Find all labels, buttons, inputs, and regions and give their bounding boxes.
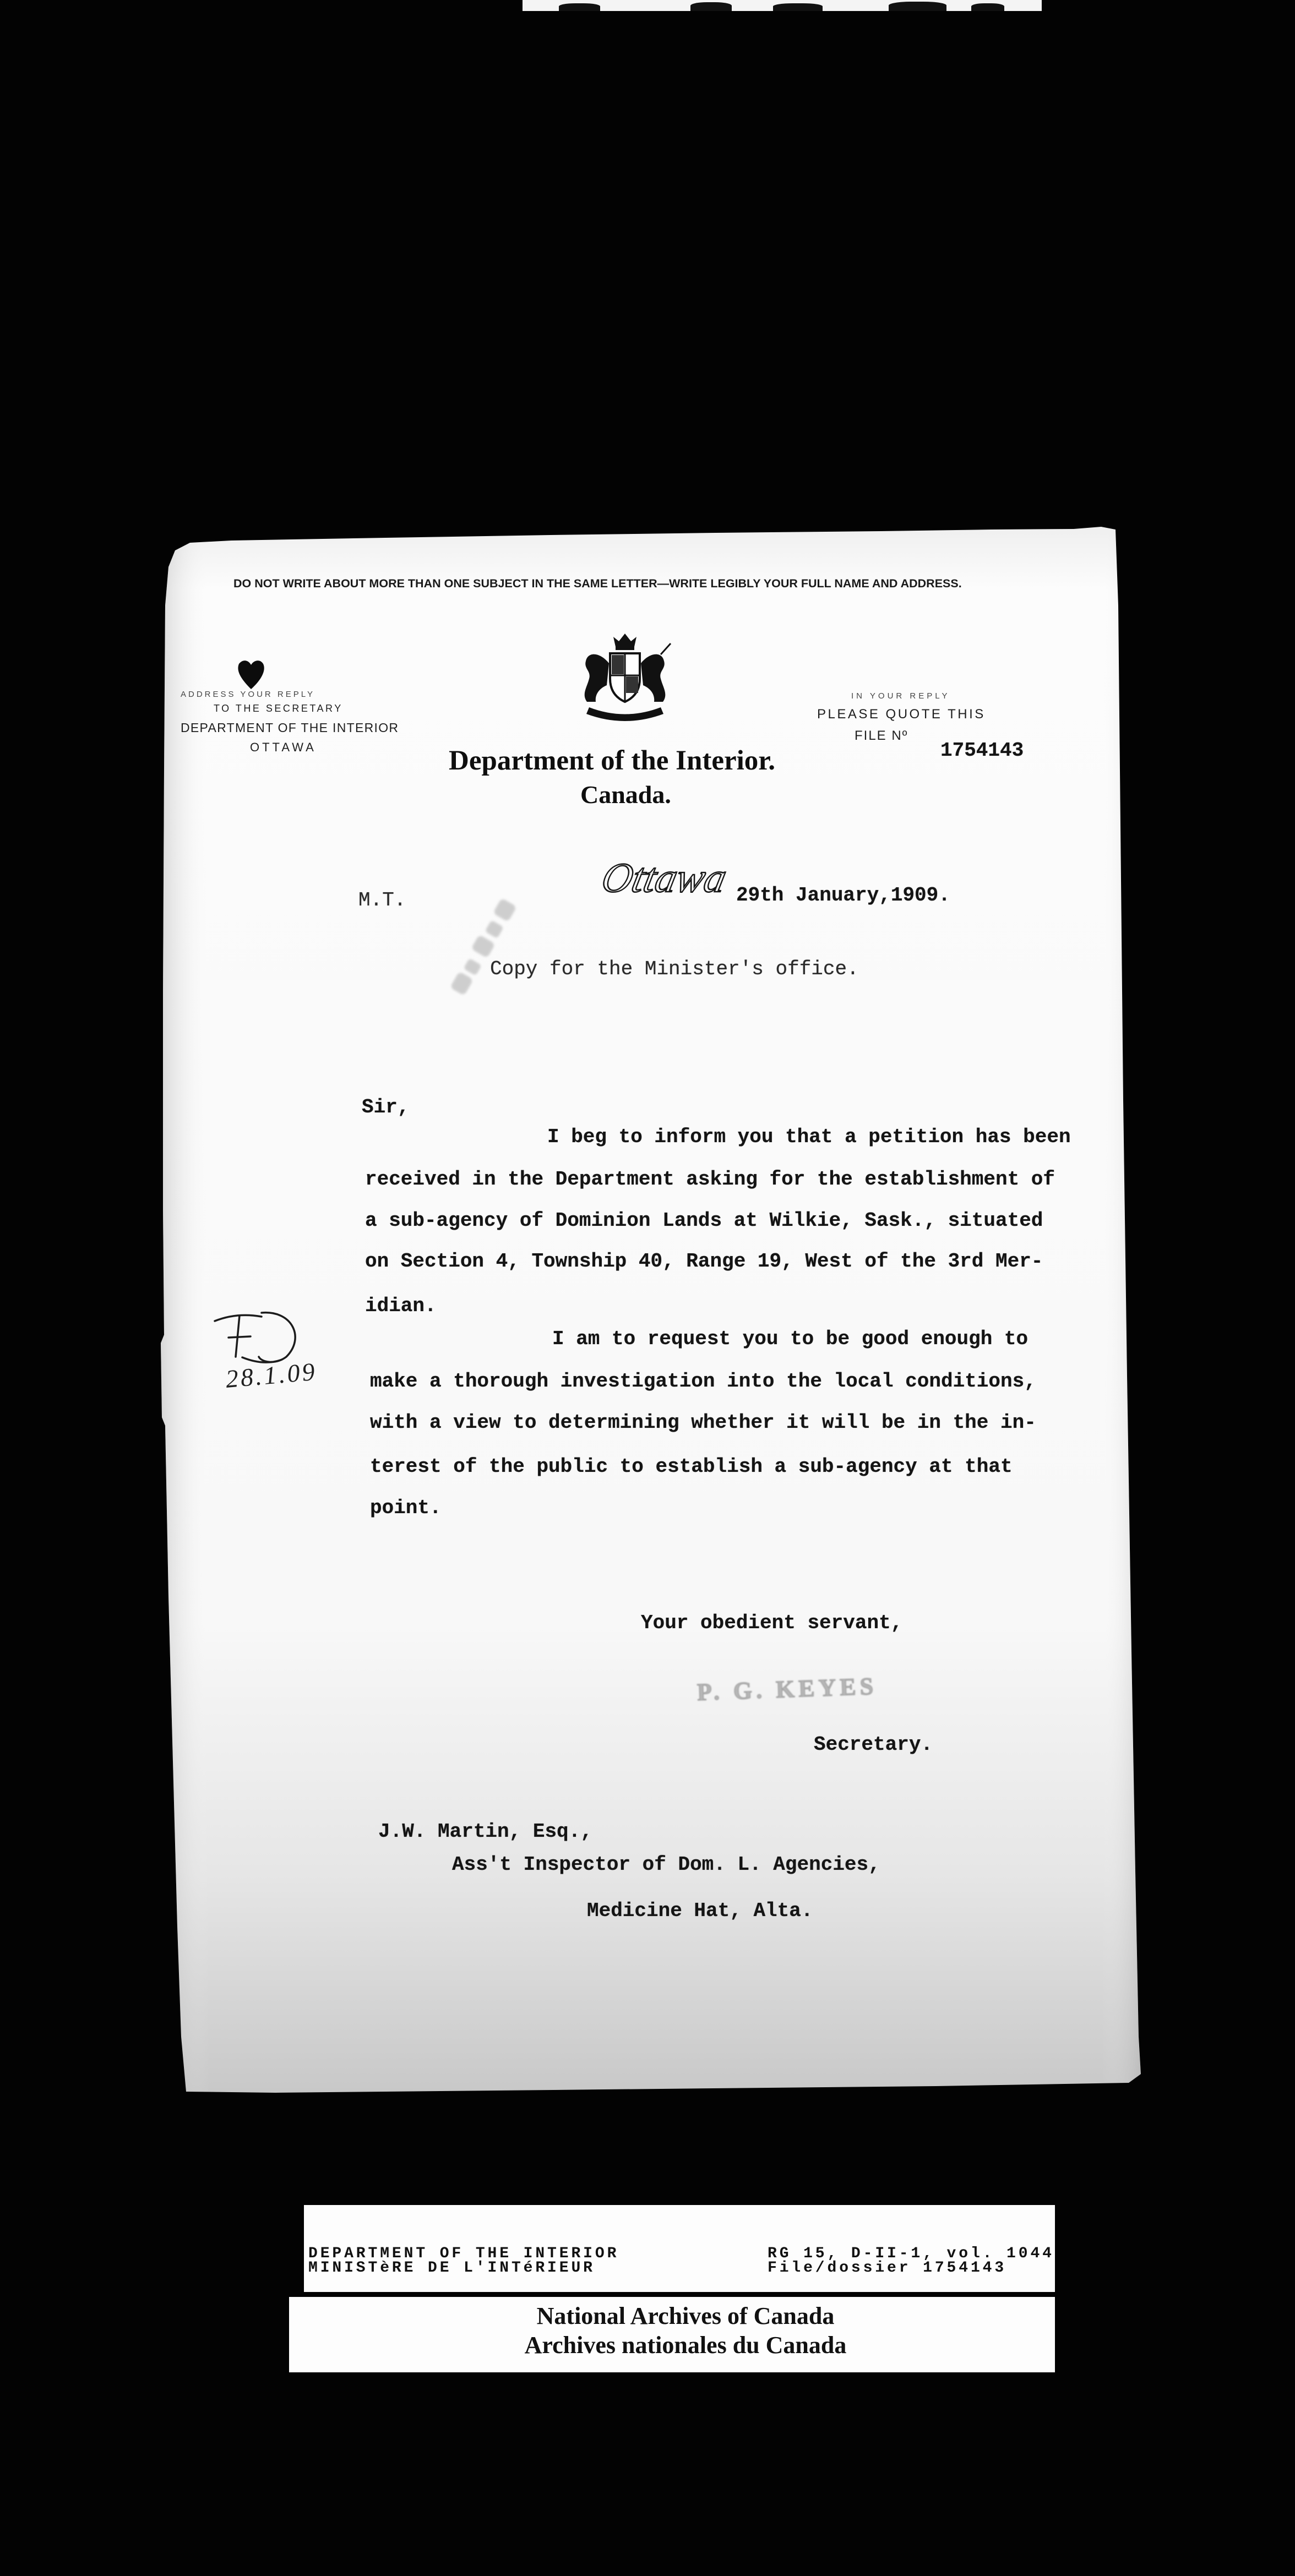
address-block-line-3: DEPARTMENT OF THE INTERIOR (181, 721, 399, 735)
archive-file: File/dossier 1754143 (768, 2260, 1007, 2277)
paragraph-1-line-4: on Section 4, Township 40, Range 19, West of the 3rd Mer- (365, 1250, 1043, 1273)
archive-dept-english: DEPARTMENT OF THE INTERIOR (308, 2245, 619, 2262)
paragraph-2-line-5: point. (370, 1497, 442, 1519)
paragraph-1-line-2: received in the Department asking for the establishment of (365, 1168, 1055, 1191)
signatory-title: Secretary. (814, 1733, 933, 1756)
letterhead-notice: DO NOT WRITE ABOUT MORE THAN ONE SUBJECT IN THE SAME LETTER—WRITE LEGIBLY YOUR FULL NAME AND ADDRESS. (233, 577, 962, 590)
paragraph-1-line-3: a sub-agency of Dominion Lands at Wilkie, Sask., situated (365, 1209, 1043, 1232)
address-block-line-4: OTTAWA (250, 740, 317, 754)
signature-stamp: P. G. KEYES (697, 1672, 878, 1706)
reference-initials: M.T. (358, 889, 406, 912)
letterhead-department: Department of the Interior. (449, 745, 775, 776)
address-block-line-2: TO THE SECRETARY (214, 703, 343, 714)
reply-block-file-label: FILE Nº (855, 728, 908, 743)
archive-dept-french: MINISTèRE DE L'INTéRIEUR (308, 2260, 595, 2277)
paragraph-2-line-4: terest of the public to establish a sub-agency at that (370, 1455, 1013, 1478)
handwritten-date: 28.1.09 (224, 1357, 318, 1393)
reply-block-line-1: IN YOUR REPLY (851, 691, 950, 701)
reply-block-line-2: PLEASE QUOTE THIS (817, 707, 986, 722)
recipient-line-3: Medicine Hat, Alta. (587, 1900, 813, 1922)
file-number: 1754143 (940, 739, 1024, 762)
recipient-line-1: J.W. Martin, Esq., (378, 1820, 592, 1843)
faint-stamp-mark (418, 881, 551, 1007)
paragraph-1-line-1: I beg to inform you that a petition has been (547, 1126, 1071, 1148)
address-block-line-1: ADDRESS YOUR REPLY (181, 690, 315, 699)
paragraph-2-line-2: make a thorough investigation into the local conditions, (370, 1370, 1036, 1393)
archive-reference: RG 15, D-II-1, vol. 1044 (768, 2245, 1054, 2262)
salutation: Sir, (362, 1096, 410, 1118)
ink-blot-mark (236, 658, 266, 690)
archive-name-english: National Archives of Canada (536, 2302, 835, 2329)
archive-name-french: Archives nationales du Canada (524, 2332, 847, 2359)
copy-note: Copy for the Minister's office. (490, 958, 859, 980)
recipient-line-2: Ass't Inspector of Dom. L. Agencies, (452, 1853, 880, 1876)
letter-place: Ottawa (597, 855, 731, 901)
paragraph-2-line-3: with a view to determining whether it will be in the in- (370, 1411, 1036, 1434)
closing: Your obedient servant, (641, 1612, 903, 1634)
letter-date: 29th January,1909. (736, 884, 950, 907)
letterhead-country: Canada. (580, 781, 671, 809)
paragraph-2-line-1: I am to request you to be good enough to (552, 1328, 1029, 1350)
paragraph-1-line-5: idian. (365, 1295, 437, 1317)
coat-of-arms-icon (573, 630, 677, 724)
